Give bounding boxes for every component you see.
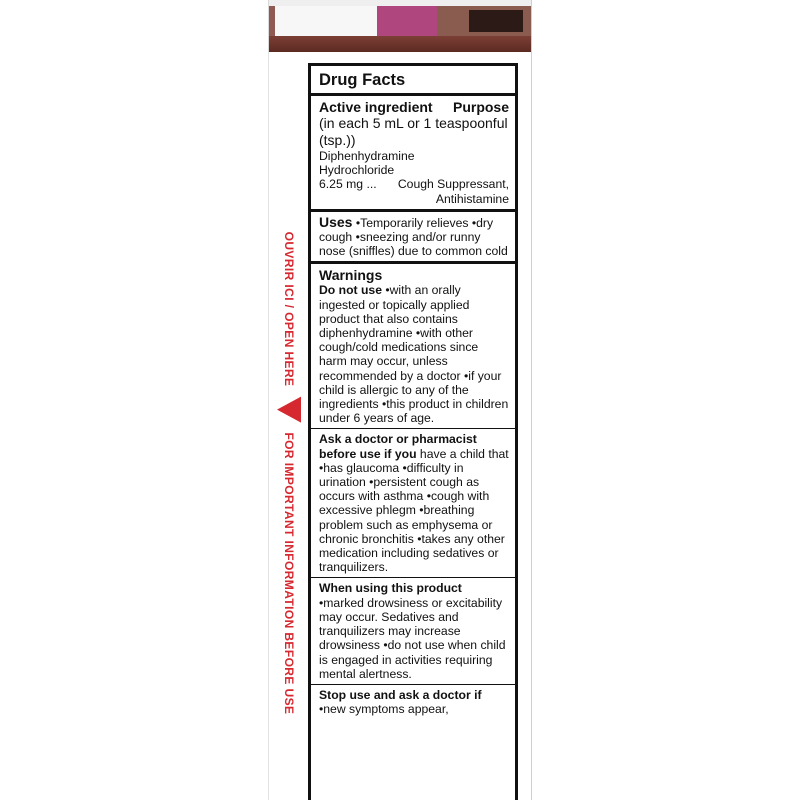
when-using-text: •marked drowsiness or excitability may occur. Sedatives and tranquilizers may increase drowsiness •do not use when child is engaged in activities requiring mental alertness. <box>319 595 506 681</box>
important-info-text: FOR IMPORTANT INFORMATION BEFORE USE <box>282 432 296 715</box>
ingredient-amount-row <box>319 177 509 191</box>
leader-dots: ... <box>366 177 377 192</box>
ingredient-amount: 6.25 mg <box>319 177 364 192</box>
warnings-section <box>311 261 515 428</box>
stop-use-heading: Stop use and ask a doctor if <box>319 687 482 702</box>
warnings-heading: Warnings <box>319 267 383 284</box>
open-arrow-icon[interactable] <box>277 396 301 422</box>
ingredient-name-2: Hydrochloride <box>319 163 395 178</box>
do-not-use-heading: Do not use <box>319 283 382 298</box>
box-top-flap <box>268 0 532 52</box>
drug-facts-title: Drug Facts <box>311 66 515 96</box>
brand-logo-pink <box>377 6 437 36</box>
uses-heading: Uses <box>319 213 353 230</box>
when-using-section <box>311 577 515 683</box>
stop-use-text: •new symptoms appear, <box>319 702 449 717</box>
ask-doctor-heading: Ask a doctor or pharmacist before use if you <box>319 432 477 461</box>
per-dose-text: (in each 5 mL or 1 teaspoonful (tsp.)) <box>319 115 508 148</box>
purpose-2: Antihistamine <box>435 191 509 206</box>
brand-strip <box>269 6 275 36</box>
active-ingredient-section <box>311 96 515 209</box>
brand-mark <box>469 10 523 32</box>
ask-doctor-text: have a child that •has glaucoma •difficulty in urination •persistent cough as occurs with asthma •cough with excessive phlegm •breathing problem such as emphysema or chronic bronchitis •takes any other medication including sedatives or tranquilizers. <box>319 446 509 575</box>
uses-section <box>311 209 515 262</box>
stop-use-section <box>311 684 515 719</box>
drug-facts-panel <box>308 63 518 800</box>
active-ingredient-heading: Active ingredient <box>319 99 433 115</box>
box-ribbon <box>269 36 531 52</box>
ask-doctor-section <box>311 428 515 577</box>
open-here-text: OUVRIR ICI / OPEN HERE <box>282 231 296 387</box>
uses-text: •Temporarily relieves •dry cough •sneezing and/or runny nose (sniffles) due to common cold <box>319 215 508 259</box>
when-using-heading: When using this product <box>319 581 462 596</box>
purpose-1: Cough Suppressant, <box>397 177 509 192</box>
purpose-heading: Purpose <box>452 99 509 115</box>
ingredient-name-1: Diphenhydramine <box>319 149 415 163</box>
box-cap <box>269 6 531 37</box>
do-not-use-text: •with an orally ingested or topically applied product that also contains diphenhydramine •with other cough/cold medications since harm may occur, unless recommended by a doctor •if your child is allergic to any of the ingredients •this product in children under 6 years of age. <box>319 283 509 426</box>
